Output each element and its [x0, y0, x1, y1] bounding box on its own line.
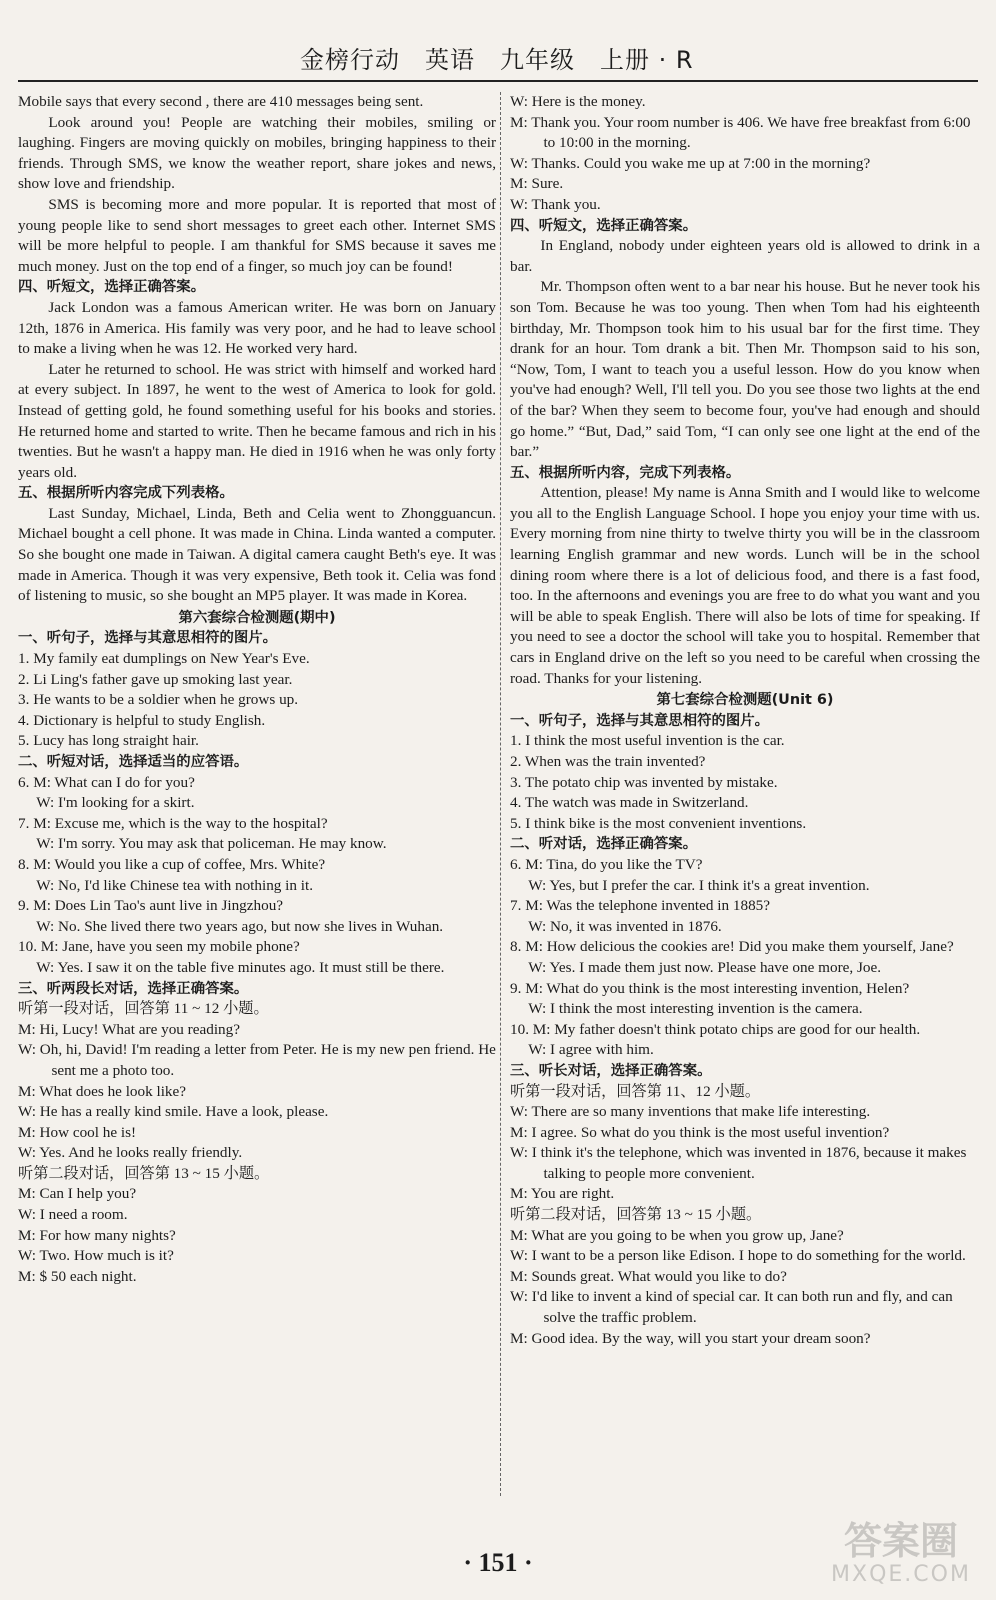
dialogue-line: 9. M: What do you think is the most interesting invention, Helen? — [510, 979, 910, 997]
section-heading: 三、听长对话，选择正确答案。 — [510, 1062, 712, 1079]
section-heading: 四、听短文，选择正确答案。 — [510, 217, 698, 234]
instruction-line: 听第一段对话，回答第 11、12 小题。 — [510, 1082, 761, 1100]
section-heading: 四、听短文，选择正确答案。 — [18, 279, 206, 296]
dialogue-line: W: I think the most interesting invention is the camera. — [528, 1000, 863, 1018]
dialogue-line: 8. M: Would you like a cup of coffee, Mrs. White? — [18, 855, 326, 873]
sentence-item: 3. The potato chip was invented by mistake. — [510, 773, 778, 791]
dialogue-line: M: Hi, Lucy! What are you reading? — [18, 1020, 240, 1038]
page-header — [0, 0, 996, 82]
dialogue-line: M: $ 50 each night. — [18, 1267, 137, 1285]
page-number: · 151 · — [463, 1548, 533, 1577]
paragraph: Attention, please! My name is Anna Smith and I would like to welcome you all to the English Language School. I hope you enjoy your time with us. Every morning from nine thirty to twelve thirty you will be in the classroom learning English grammar and new words. Lunch will be in the school dining room where there is a lot of delicious food, and there is a fast food, too. In the afternoons and evenings you are free to do what you want and you will be able to speak English. There will also be lots of time for speaking. If you need to see a doctor the school will take you to hospital. Remember that cars in England drive on the left so you need to be careful when crossing the road. Thanks for your listening. — [510, 484, 980, 687]
paragraph: In England, nobody under eighteen years old is allowed to drink in a bar. — [510, 237, 980, 275]
dialogue-line: W: I agree with him. — [528, 1041, 654, 1059]
right-column — [510, 92, 980, 1349]
dialogue-line: 6. M: Tina, do you like the TV? — [510, 855, 703, 873]
dialogue-line: 9. M: Does Lin Tao's aunt live in Jingzhou? — [18, 897, 284, 915]
page-title: 金榜行动 英语 九年级 上册 · R — [300, 46, 694, 74]
dialogue-line: M: What are you going to be when you grow up, Jane? — [510, 1226, 844, 1244]
left-column — [18, 92, 496, 1287]
paragraph: Mobile says that every second , there are 410 messages being sent. — [18, 93, 424, 110]
dialogue-line: W: Yes. I made them just now. Please have one more, Joe. — [528, 958, 882, 976]
instruction-line: 听第二段对话，回答第 13 ~ 15 小题。 — [18, 1164, 270, 1182]
dialogue-line: W: Thank you. — [510, 195, 601, 213]
dialogue-line: 10. M: My father doesn't think potato chips are good for our health. — [510, 1020, 921, 1038]
sentence-item: 3. He wants to be a soldier when he grows up. — [18, 691, 299, 709]
dialogue-line: W: I'm looking for a skirt. — [36, 794, 195, 812]
section-heading: 三、听两段长对话，选择正确答案。 — [18, 980, 249, 997]
dialogue-line: M: Good idea. By the way, will you start your dream soon? — [510, 1329, 871, 1347]
sentence-item: 5. I think bike is the most convenient inventions. — [510, 814, 807, 832]
sentence-item: 1. My family eat dumplings on New Year's Eve. — [18, 650, 310, 668]
section-heading: 二、听短对话，选择适当的应答语。 — [18, 754, 249, 770]
sentence-item: 2. Li Ling's father gave up smoking last year. — [18, 670, 293, 688]
section-heading: 一、听句子，选择与其意思相符的图片。 — [510, 712, 770, 729]
test-title: 第七套综合检测题(Unit 6) — [656, 692, 834, 709]
dialogue-line: 7. M: Was the telephone invented in 1885? — [510, 897, 771, 915]
dialogue-line: M: Sure. — [510, 175, 564, 193]
dialogue-line: M: I agree. So what do you think is the most useful invention? — [510, 1123, 890, 1141]
sentence-item: 2. When was the train invented? — [510, 753, 706, 770]
paragraph: Mr. Thompson often went to a bar near his house. But he never took his son Tom. Because he was too young. Then when Tom had his eighteenth birthday, Mr. Thompson took him to his usual bar for the first time. They drank for an hour. Tom drank a bit. Then Mr. Thompson said to his son, “Now, Tom, I want to teach you a useful lesson. How do you know when you've had enough? Well, I'll tell you. Do you see those two lights at the end of the bar? When they seem to become four, you've had enough and should go home.” “But, Dad,” said Tom, “I can only see one light at the end of the bar.” — [510, 278, 980, 461]
sentence-item: 4. Dictionary is helpful to study English. — [18, 711, 266, 729]
paragraph: Last Sunday, Michael, Linda, Beth and Celia went to Zhongguancun. Michael bought a cell phone. It was made in China. Linda wanted a computer. So she bought one made in Taiwan. A digital camera caught Beth's eye. It was made in America. Though it was very expensive, Beth took it. Celia was fond of listening to music, so she bought an MP5 player. It was made in Korea. — [18, 504, 496, 605]
dialogue-line: W: He has a really kind smile. Have a look, please. — [18, 1103, 329, 1121]
dialogue-line: M: Sounds great. What would you like to do? — [510, 1267, 787, 1285]
sentence-item: 4. The watch was made in Switzerland. — [510, 794, 749, 812]
watermark-logo — [816, 1520, 986, 1592]
dialogue-line: W: No, it was invented in 1876. — [528, 917, 722, 935]
column-divider — [500, 92, 501, 1496]
dialogue-line: 7. M: Excuse me, which is the way to the hospital? — [18, 814, 328, 832]
dialogue-line: W: Thanks. Could you wake me up at 7:00 in the morning? — [510, 154, 871, 172]
sentence-item: 5. Lucy has long straight hair. — [18, 732, 199, 750]
dialogue-line: 6. M: What can I do for you? — [18, 773, 195, 791]
dialogue-line: W: Yes. And he looks really friendly. — [18, 1144, 243, 1162]
dialogue-line: W: I want to be a person like Edison. I hope to do something for the world. — [510, 1247, 966, 1265]
dialogue-line: W: Yes, but I prefer the car. I think it's a great invention. — [528, 876, 870, 894]
dialogue-line: W: No, I'd like Chinese tea with nothing in it. — [36, 876, 314, 894]
header-rule — [18, 80, 978, 82]
dialogue-line: W: Yes. I saw it on the table five minutes ago. It must still be there. — [36, 958, 445, 976]
dialogue-line: W: There are so many inventions that make life interesting. — [510, 1103, 871, 1121]
dialogue-line: W: I'd like to invent a kind of special car. It can both run and fly, and can solve the traffic problem. — [510, 1288, 953, 1327]
section-heading: 一、听句子，选择与其意思相符的图片。 — [18, 630, 278, 647]
paragraph: Look around you! People are watching their mobiles, smiling or laughing. Fingers are moving quickly on mobiles, bringing happiness to their friends. Through SMS, we know the weather report, share jokes and news, show love and friendship. — [18, 113, 496, 193]
paragraph: Jack London was a famous American writer. He was born on January 12th, 1876 in America. His family was very poor, and he had to leave school to make a living when he was 12. He worked very hard. — [18, 298, 496, 358]
dialogue-line: 10. M: Jane, have you seen my mobile phone? — [18, 938, 300, 956]
dialogue-line: 8. M: How delicious the cookies are! Did you make them yourself, Jane? — [510, 938, 954, 956]
dialogue-line: W: I think it's the telephone, which was invented in 1876, because it makes talking to people more convenient. — [510, 1144, 967, 1182]
test-title: 第六套综合检测题(期中) — [178, 609, 336, 626]
instruction-line: 听第一段对话，回答第 11 ~ 12 小题。 — [18, 1000, 269, 1018]
dialogue-line: W: Two. How much is it? — [18, 1247, 174, 1265]
dialogue-line: W: No. She lived there two years ago, but now she lives in Wuhan. — [36, 917, 444, 935]
watermark-text: 答案圈 — [843, 1519, 958, 1563]
dialogue-line: W: I need a room. — [18, 1206, 128, 1224]
instruction-line: 听第二段对话，回答第 13 ~ 15 小题。 — [510, 1206, 762, 1224]
section-heading: 五、根据所听内容完成下列表格。 — [18, 485, 234, 502]
dialogue-line: M: Thank you. Your room number is 406. We have free breakfast from 6:00 to 10:00 in the morning. — [510, 113, 971, 152]
section-heading: 二、听对话，选择正确答案。 — [510, 836, 698, 853]
section-heading: 五、根据所听内容，完成下列表格。 — [510, 464, 741, 481]
dialogue-line: W: Oh, hi, David! I'm reading a letter from Peter. He is my new pen friend. He sent me a photo too. — [18, 1041, 496, 1079]
dialogue-line: M: For how many nights? — [18, 1226, 176, 1244]
paragraph: Later he returned to school. He was strict with himself and worked hard at every subject. In 1897, he went to the west of America to look for gold. Instead of getting gold, he found something useful for his books and stories. He returned home and started to write. Then he became famous and rich in his twenties. But he wasn't a happy man. He died in 1916 when he was only forty years old. — [18, 360, 496, 481]
paragraph: SMS is becoming more and more popular. It is reported that most of young people like to send short messages to greet each other. Internet SMS will be more helpful to people. I am thankful for SMS because it saves me much money. Just on the top end of a finger, so much joy can be found! — [18, 195, 496, 275]
dialogue-line: M: What does he look like? — [18, 1082, 187, 1100]
dialogue-line: W: I'm sorry. You may ask that policeman. He may know. — [36, 835, 387, 853]
watermark-url: MXQE.COM — [831, 1562, 971, 1587]
sentence-item: 1. I think the most useful invention is the car. — [510, 732, 785, 750]
dialogue-line: W: Here is the money. — [510, 93, 646, 110]
dialogue-line: M: How cool he is! — [18, 1123, 137, 1141]
dialogue-line: M: You are right. — [510, 1185, 615, 1203]
dialogue-line: M: Can I help you? — [18, 1185, 137, 1203]
